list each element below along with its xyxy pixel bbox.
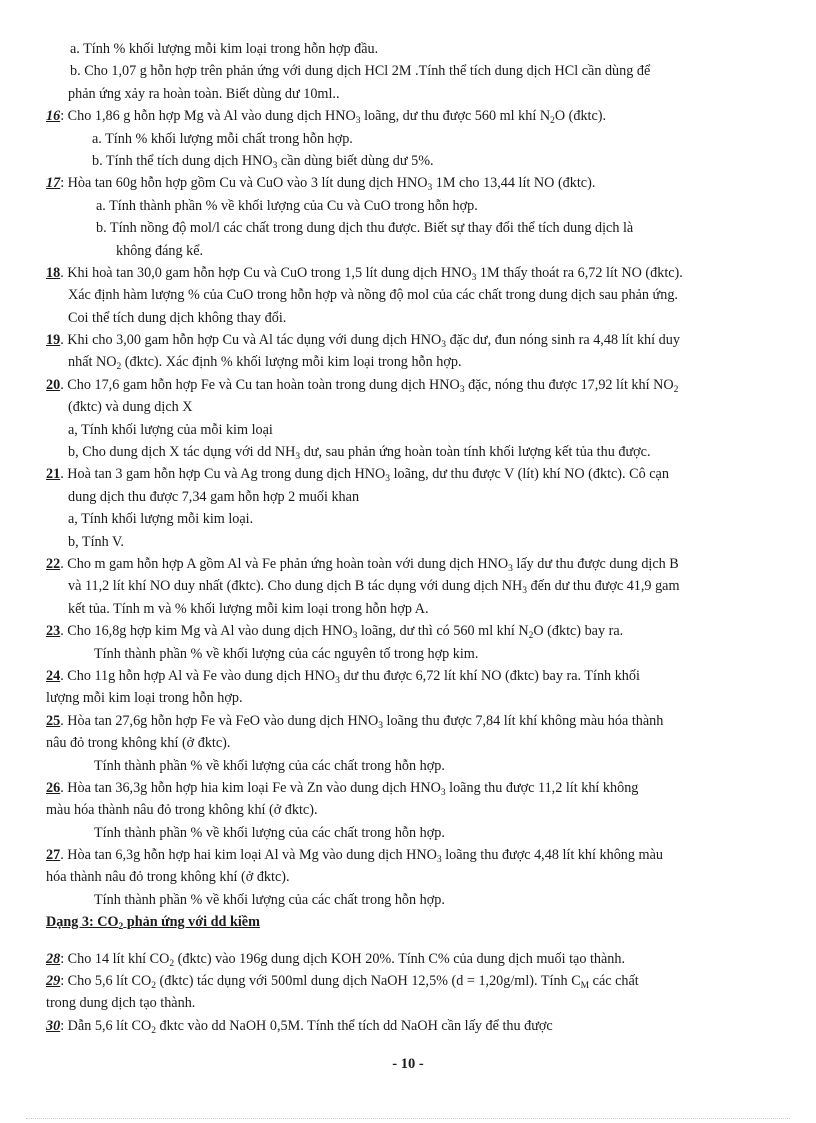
page-bottom-rule bbox=[26, 1118, 790, 1119]
exercise-20 bbox=[46, 374, 768, 396]
text-line: a, Tính khối lượng mỗi kim loại. bbox=[68, 511, 254, 528]
exercise-number: 26 bbox=[46, 779, 61, 796]
text-line: b, Tính V. bbox=[68, 533, 124, 550]
text-line: và 11,2 lít khí NO duy nhất (đktc). Cho dung dịch B tác dụng với dung dịch $NH_3$ đến dư thu được 41,9 gam bbox=[68, 578, 680, 597]
exercise-23 bbox=[46, 620, 768, 642]
exercise-text: . Cho 16,8g hợp kim Mg và Al vào dung dịch $HNO_3$ loãng, dư thì có 560 ml khí $N_2O$ (đktc) bay ra. bbox=[60, 623, 624, 642]
text-line: không đáng kể. bbox=[116, 242, 204, 259]
exercise-number: 27 bbox=[46, 847, 61, 864]
text-line: b. Tính nồng độ mol/l các chất trong dung dịch thu được. Biết sự thay đổi thể tích dung dịch là bbox=[96, 220, 634, 237]
exercise-29 bbox=[46, 970, 768, 992]
text-line: màu hóa thành nâu đỏ trong không khí (ở đktc). bbox=[46, 802, 318, 819]
exercise-text: . Khi cho 3,00 gam hỗn hợp Cu và Al tác dụng với dung dịch $HNO_3$ đặc dư, đun nóng sinh ra 4,48 lít khí duy bbox=[60, 332, 680, 351]
exercise-text: . Hòa tan 36,3g hỗn hợp hia kim loại Fe và Zn vào dung dịch $HNO_3$ loãng thu được 11,2 lít khí không bbox=[60, 779, 639, 798]
exercise-17 bbox=[46, 172, 768, 194]
exercise-text: . Hòa tan 27,6g hỗn hợp Fe và FeO vào dung dịch $HNO_3$ loãng thu được 7,84 lít khí không màu hóa thành bbox=[60, 712, 664, 731]
exercise-number: 23 bbox=[46, 623, 61, 640]
exercise-27 bbox=[46, 844, 768, 866]
exercise-30 bbox=[46, 1015, 768, 1037]
spacer bbox=[46, 934, 768, 948]
exercise-25 bbox=[46, 710, 768, 732]
text-line: dung dịch thu được 7,34 gam hỗn hợp 2 muối khan bbox=[68, 488, 360, 505]
text-line: Coi thể tích dung dịch không thay đổi. bbox=[68, 309, 287, 326]
text-line: nâu đỏ trong không khí (ở đktc). bbox=[46, 735, 231, 752]
exercise-text: : Cho 1,86 g hỗn hợp Mg và Al vào dung dịch $HNO_3$ loãng, dư thu được 560 ml khí $N_2O$ (đktc). bbox=[60, 108, 607, 127]
exercise-number: 16 bbox=[46, 108, 61, 125]
exercise-number: 18 bbox=[46, 264, 61, 281]
exercise-text: : Cho 5,6 lít $CO_2$ (đktc) tác dụng với 500ml dung dịch NaOH 12,5% (d = 1,20g/ml). Tính $C_M$ các chất bbox=[60, 973, 639, 992]
exercise-18 bbox=[46, 262, 768, 284]
text-line: a, Tính khối lượng của mỗi kim loại bbox=[68, 421, 273, 438]
text-line: Tính thành phần % về khối lượng của các chất trong hỗn hợp. bbox=[94, 824, 445, 841]
text-line: a. Tính % khối lượng mỗi kim loại trong hỗn hợp đầu. bbox=[70, 41, 379, 57]
text-line: lượng mỗi kim loại trong hỗn hợp. bbox=[46, 690, 243, 707]
exercise-text: . Cho 17,6 gam hỗn hợp Fe và Cu tan hoàn toàn trong dung dịch $HNO_3$ đặc, nóng thu được 17,92 lít khí $NO_2$ bbox=[60, 376, 679, 395]
text-line: phản ứng xảy ra hoàn toàn. Biết dùng dư 10ml.. bbox=[68, 85, 340, 102]
exercise-16 bbox=[46, 105, 768, 127]
exercise-number: 25 bbox=[46, 712, 61, 729]
text-line: Tính thành phần % về khối lượng của các nguyên tố trong hợp kim. bbox=[94, 645, 479, 662]
exercise-text: : Cho 14 lít khí $CO_2$ (đktc) vào 196g dung dịch KOH 20%. Tính C% của dung dịch muối tạo thành. bbox=[60, 950, 626, 969]
text-line: hóa thành nâu đỏ trong không khí (ở đktc). bbox=[46, 869, 290, 886]
exercise-number: 24 bbox=[46, 667, 61, 684]
exercise-number: 28 bbox=[46, 950, 61, 967]
exercise-number: 30 bbox=[46, 1017, 61, 1034]
exercise-number: 21 bbox=[46, 466, 61, 483]
text-line: trong dung dịch tạo thành. bbox=[46, 995, 196, 1012]
exercise-26 bbox=[46, 777, 768, 799]
exercise-text: . Khi hoà tan 30,0 gam hỗn hợp Cu và CuO trong 1,5 lít dung dịch $HNO_3$ 1M thấy thoát ra 6,72 lít NO (đktc). bbox=[60, 264, 683, 283]
text-line: (đktc) và dung dịch X bbox=[68, 399, 193, 416]
text-line: Tính thành phần % về khối lượng của các chất trong hỗn hợp. bbox=[94, 757, 445, 774]
exercise-19 bbox=[46, 329, 768, 351]
text-line: b, Cho dung dịch X tác dụng với dd $NH_3$ dư, sau phản ứng hoàn toàn tính khối lượng kết tủa thu được. bbox=[68, 444, 651, 463]
text-line: a. Tính % khối lượng mỗi chất trong hỗn hợp. bbox=[92, 130, 353, 147]
text-line: Xác định hàm lượng % của CuO trong hỗn hợp và nồng độ mol của các chất trong dung dịch sau phản ứng. bbox=[68, 287, 678, 304]
exercise-24 bbox=[46, 665, 768, 687]
exercise-21 bbox=[46, 463, 768, 485]
exercise-number: 29 bbox=[46, 973, 61, 990]
exercise-text: . Hoà tan 3 gam hỗn hợp Cu và Ag trong dung dịch $HNO_3$ loãng, dư thu được V (lít) khí NO (đktc). Cô cạn bbox=[60, 466, 669, 485]
exercise-28 bbox=[46, 948, 768, 970]
exercise-text: . Cho m gam hỗn hợp A gồm Al và Fe phản ứng hoàn toàn với dung dịch $HNO_3$ lấy dư thu được dung dịch B bbox=[60, 555, 679, 574]
text-line: a. Tính thành phần % về khối lượng của Cu và CuO trong hỗn hợp. bbox=[96, 197, 478, 214]
section-heading bbox=[46, 911, 768, 933]
exercise-number: 19 bbox=[46, 332, 61, 349]
text-line: b. Cho 1,07 g hỗn hợp trên phản ứng với dung dịch HCl 2M .Tính thể tích dung dịch HCl cần dùng để bbox=[70, 63, 651, 80]
section-heading-text: Dạng 3: $CO_2$ phản ứng với dd kiềm bbox=[46, 914, 260, 933]
text-line: kết tủa. Tính m và % khối lượng mỗi kim loại trong hỗn hợp A. bbox=[68, 600, 429, 617]
exercise-22 bbox=[46, 553, 768, 575]
text-line: b. Tính thể tích dung dịch $HNO_3$ cần dùng biết dùng dư 5%. bbox=[92, 152, 434, 171]
document-body bbox=[46, 38, 768, 1037]
exercise-number: 22 bbox=[46, 555, 61, 572]
exercise-text: . Cho 11g hỗn hợp Al và Fe vào dung dịch $HNO_3$ dư thu được 6,72 lít khí NO (đktc) bay ra. Tính khối bbox=[60, 667, 640, 686]
exercise-number: 17 bbox=[46, 175, 61, 192]
text-line: Tính thành phần % về khối lượng của các chất trong hỗn hợp. bbox=[94, 891, 445, 908]
exercise-text: : Hòa tan 60g hỗn hợp gồm Cu và CuO vào 3 lít dung dịch $HNO_3$ 1M cho 13,44 lít NO (đktc). bbox=[60, 175, 596, 194]
exercise-text: : Dẫn 5,6 lít $CO_2$ đktc vào dd NaOH 0,5M. Tính thể tích dd NaOH cần lấy để thu được bbox=[60, 1017, 553, 1036]
exercise-text: . Hòa tan 6,3g hỗn hợp hai kim loại Al và Mg vào dung dịch $HNO_3$ loãng thu được 4,48 lít khí không màu bbox=[60, 847, 663, 866]
exercise-number: 20 bbox=[46, 376, 61, 393]
page-number: - 10 - bbox=[392, 1056, 424, 1072]
text-line: nhất $NO_2$ (đktc). Xác định % khối lượng mỗi kim loại trong hỗn hợp. bbox=[68, 354, 462, 373]
